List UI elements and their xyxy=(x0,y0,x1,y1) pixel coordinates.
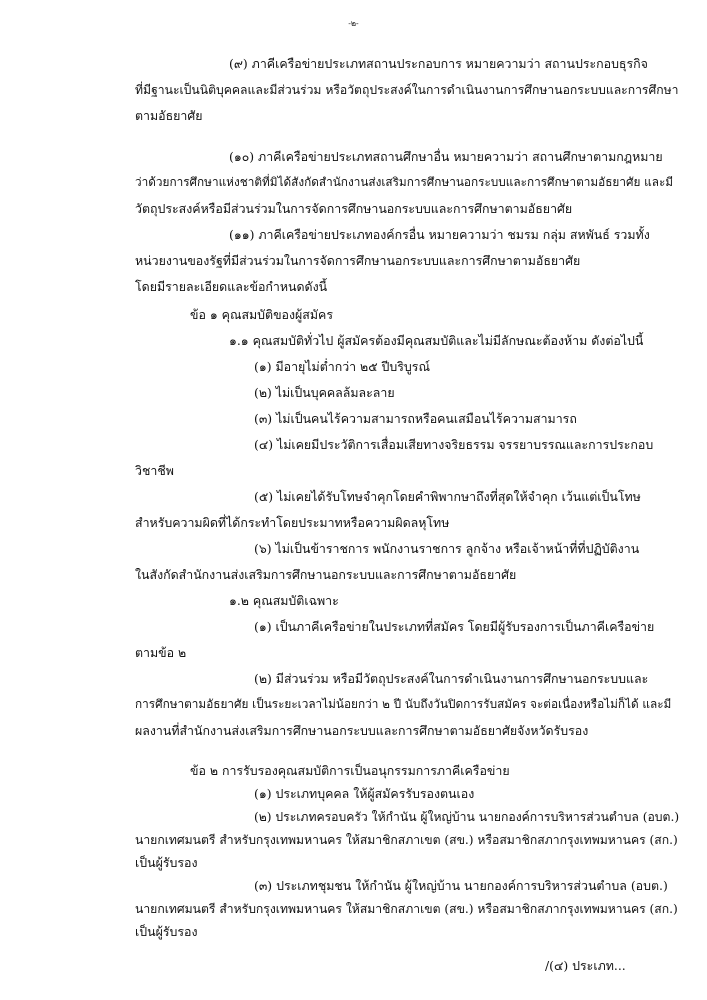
text-line: (๑) ประเภทบุคคล ให้ผู้สมัครรับรองตนเอง xyxy=(254,786,475,801)
page-number: -๒- xyxy=(348,19,359,28)
text-line: (๒) ประเภทครอบครัว ให้กำนัน ผู้ใหญ่บ้าน นายกองค์การบริหารส่วนตำบล (อบต.) xyxy=(254,810,680,824)
text-line: ในสังกัดสำนักงานส่งเสริมการศึกษานอกระบบและการศึกษาตามอัธยาศัย xyxy=(135,567,517,582)
text-line: (๒) มีส่วนร่วม หรือมีวัตถุประสงค์ในการดำเนินงานการศึกษานอกระบบและ xyxy=(254,671,649,686)
text-line: ตามอัธยาศัย xyxy=(135,108,203,123)
text-line: (๒) ไม่เป็นบุคคลล้มละลาย xyxy=(254,385,395,400)
text-line: นายกเทศมนตรี สำหรับกรุงเทพมหานคร ให้สมาชิกสภาเขต (สข.) หรือสมาชิกสภากรุงเทพมหานคร (สก.) xyxy=(135,902,678,916)
text-line: เป็นผู้รับรอง xyxy=(135,855,198,870)
text-line: วิชาชีพ xyxy=(135,463,174,478)
section-heading: ข้อ ๑ คุณสมบัติของผู้สมัคร xyxy=(190,307,333,322)
text-line: หน่วยงานของรัฐที่มีส่วนร่วมในการจัดการศึกษานอกระบบและการศึกษาตามอัธยาศัย xyxy=(135,253,581,268)
text-line: (๓) ประเภทชุมชน ให้กำนัน ผู้ใหญ่บ้าน นายกองค์การบริหารส่วนตำบล (อบต.) xyxy=(254,878,668,893)
text-line: ผลงานที่สำนักงานส่งเสริมการศึกษานอกระบบและการศึกษาตามอัธยาศัยจังหวัดรับรอง xyxy=(135,723,589,738)
text-line: (๑) มีอายุไม่ต่ำกว่า ๒๕ ปีบริบูรณ์ xyxy=(254,359,430,374)
section-heading: ข้อ ๒ การรับรองคุณสมบัติการเป็นอนุกรรมการภาคีเครือข่าย xyxy=(190,763,510,778)
text-line: ตามข้อ ๒ xyxy=(135,645,187,660)
text-line: นายกเทศมนตรี สำหรับกรุงเทพมหานคร ให้สมาชิกสภาเขต (สข.) หรือสมาชิกสภากรุงเทพมหานคร (สก.) xyxy=(135,833,678,847)
text-line: ว่าด้วยการศึกษาแห่งชาติที่มิได้สังกัดสำนักงานส่งเสริมการศึกษานอกระบบและการศึกษาตามอัธยาศัย และมี xyxy=(135,175,674,189)
text-line: สำหรับความผิดที่ได้กระทำโดยประมาทหรือความผิดลหุโทษ xyxy=(135,515,450,530)
text-line: วัตถุประสงค์หรือมีส่วนร่วมในการจัดการศึกษานอกระบบและการศึกษาตามอัธยาศัย xyxy=(135,201,573,216)
text-line: (๙) ภาคีเครือข่ายประเภทสถานประกอบการ หมายความว่า สถานประกอบธุรกิจ xyxy=(229,56,648,71)
text-line: ๑.๒ คุณสมบัติเฉพาะ xyxy=(229,593,339,608)
text-line: เป็นผู้รับรอง xyxy=(135,924,198,939)
continuation-note: /(๔) ประเภท... xyxy=(545,958,626,973)
text-line: ๑.๑ คุณสมบัติทั่วไป ผู้สมัครต้องมีคุณสมบัติและไม่มีลักษณะต้องห้าม ดังต่อไปนี้ xyxy=(229,333,644,348)
text-line: ที่มีฐานะเป็นนิติบุคคลและมีส่วนร่วม หรือวัตถุประสงค์ในการดำเนินงานการศึกษานอกระบบและการศึกษา xyxy=(135,83,679,97)
text-line: โดยมีรายละเอียดและข้อกำหนดดังนี้ xyxy=(135,279,328,294)
text-line: การศึกษาตามอัธยาศัย เป็นระยะเวลาไม่น้อยกว่า ๒ ปี นับถึงวันปิดการรับสมัคร จะต่อเนื่องหรือไม่ก็ได้ และมี xyxy=(135,697,672,711)
text-line: (๕) ไม่เคยได้รับโทษจำคุกโดยคำพิพากษาถึงที่สุดให้จำคุก เว้นแต่เป็นโทษ xyxy=(254,489,641,504)
text-line: (๑) เป็นภาคีเครือข่ายในประเภทที่สมัคร โดยมีผู้รับรองการเป็นภาคีเครือข่าย xyxy=(254,619,655,634)
text-line: (๔) ไม่เคยมีประวัติการเสื่อมเสียทางจริยธรรม จรรยาบรรณและการประกอบ xyxy=(254,437,654,452)
text-line: (๓) ไม่เป็นคนไร้ความสามารถหรือคนเสมือนไร้ความสามารถ xyxy=(254,411,577,426)
text-line: (๑๑) ภาคีเครือข่ายประเภทองค์กรอื่น หมายความว่า ชมรม กลุ่ม สหพันธ์ รวมทั้ง xyxy=(229,227,650,242)
text-line: (๖) ไม่เป็นข้าราชการ พนักงานราชการ ลูกจ้าง หรือเจ้าหน้าที่ที่ปฏิบัติงาน xyxy=(254,541,640,556)
text-line: (๑๐) ภาคีเครือข่ายประเภทสถานศึกษาอื่น หมายความว่า สถานศึกษาตามกฎหมาย xyxy=(229,149,663,164)
